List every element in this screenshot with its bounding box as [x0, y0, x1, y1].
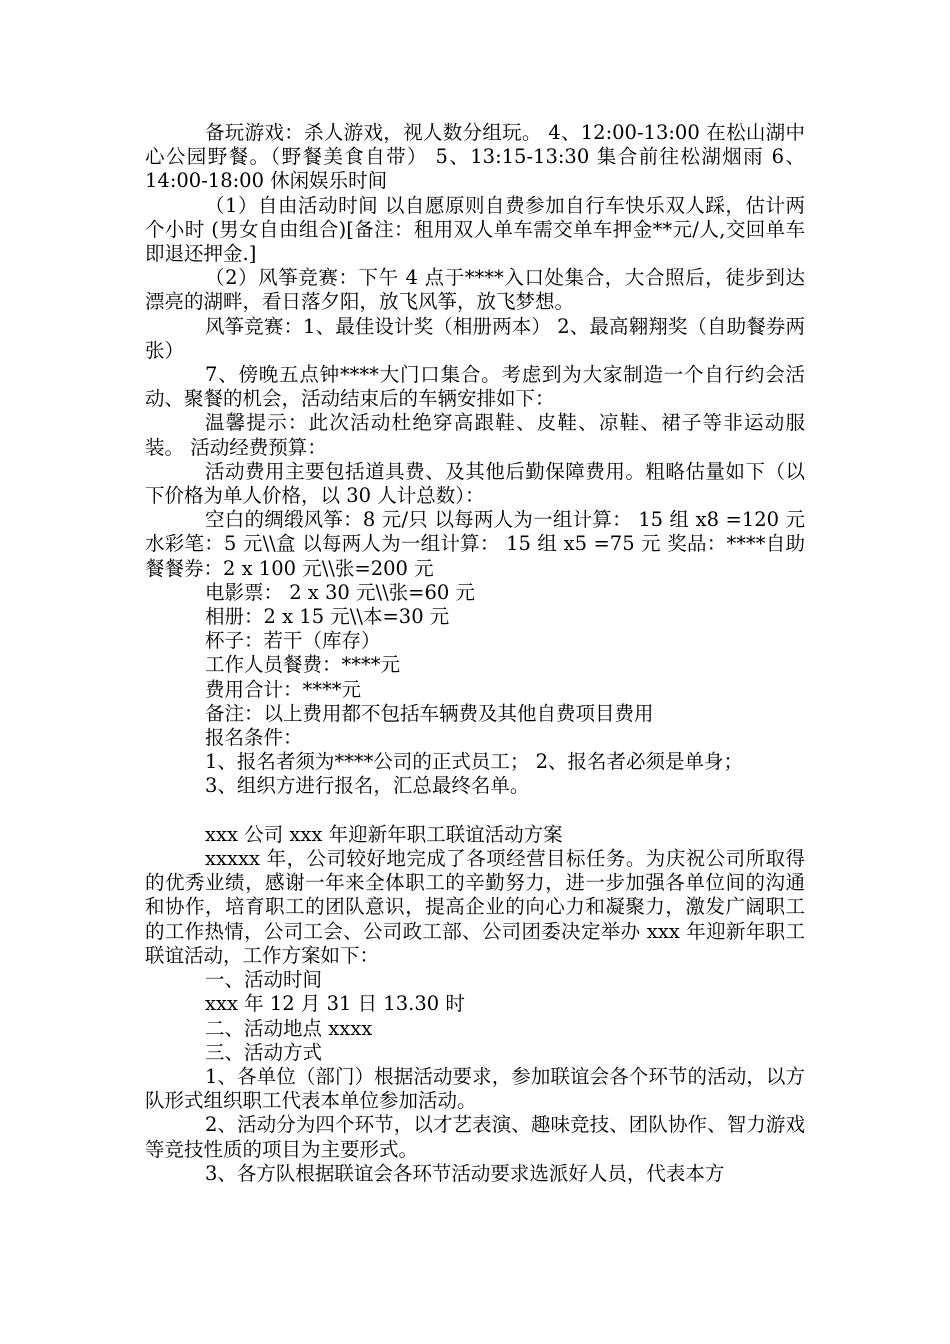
paragraph-cost-note: 备注：以上费用都不包括车辆费及其他自费项目费用: [205, 701, 654, 725]
section-heading-time: 一、活动时间: [205, 968, 323, 992]
paragraph-intro: xxxxx 年，公司较好地完成了各项经营目标任务。为庆祝公司所取得的优秀业绩，感谢一年来全体职工的辛勤努力，进一步加强各单位间的沟通和协作，培育职工的团队意识，提高企业的向心力和凝聚力，激发广阔职工的工作热情，公司工会、公司政工部、公司团委决定举办 xxx 年迎新年职工联谊活动，工作方案如下：: [145, 847, 805, 967]
paragraph-budget-intro: 活动费用主要包括道具费、及其他后勤保障费用。粗略估量如下（以下价格为单人价格，以 30 人计总数）：: [145, 459, 805, 508]
section-heading-location: 二、活动地点 xxxx: [205, 1016, 373, 1040]
paragraph-albums: 相册：2 x 15 元\\本=30 元: [205, 605, 450, 629]
paragraph-format-1: 1、各单位（部门）根据活动要求，参加联谊会各个环节的活动，以方队形式组织职工代表本单位参加活动。: [145, 1064, 805, 1113]
document-title: xxx 公司 xxx 年迎新年职工联谊活动方案: [205, 822, 563, 846]
paragraph-format-3: 3、各方队根据联谊会各环节活动要求选派好人员，代表本方: [205, 1161, 725, 1185]
paragraph-activity-time: xxx 年 12 月 31 日 13.30 时: [205, 992, 465, 1016]
paragraph-format-2: 2、活动分为四个环节，以才艺表演、趣味竞技、团队协作、智力游戏等竞技性质的项目为主要形式。: [145, 1113, 805, 1161]
blank-line: [145, 799, 805, 823]
document-body: [145, 121, 805, 1186]
paragraph-kite-contest: （2）风筝竞赛：下午 4 点于****入口处集合，大合照后，徒步到达漂亮的湖畔，看日落夕阳，放飞风筝，放飞梦想。: [145, 266, 805, 314]
paragraph-evening-gathering: 7、傍晚五点钟****大门口集合。考虑到为大家制造一个自行约会活动、聚餐的机会，活动结束后的车辆安排如下：: [145, 363, 805, 411]
paragraph-games: 备玩游戏：杀人游戏，视人数分组玩。 4、12:00-13:00 在松山湖中心公园野餐。（野餐美食自带） 5、13:15-13:30 集合前往松湖烟雨 6、14:00-18:00 休闲娱乐时间: [145, 121, 805, 193]
paragraph-cups: 杯子：若干（库存）: [205, 629, 381, 653]
paragraph-reminder: 温馨提示：此次活动杜绝穿高跟鞋、皮鞋、凉鞋、裙子等非运动服装。 活动经费预算：: [145, 411, 805, 459]
paragraph-staff-meals: 工作人员餐费：****元: [205, 653, 401, 677]
paragraph-kite-awards: 风筝竞赛：1、最佳设计奖（相册两本） 2、最高翱翔奖（自助餐券两张）: [145, 314, 805, 362]
paragraph-condition-3: 3、组织方进行报名，汇总最终名单。: [205, 774, 530, 798]
section-heading-format: 三、活动方式: [205, 1040, 323, 1064]
paragraph-free-activity: （1）自由活动时间 以自愿原则自费参加自行车快乐双人踩，估计两个小时 (男女自由组合)[备注：租用双人单车需交单车押金**元/人,交回单车即退还押金.]: [145, 193, 805, 266]
paragraph-total-cost: 费用合计：****元: [205, 677, 362, 701]
paragraph-condition-1-2: 1、报名者须为****公司的正式员工； 2、报名者必须是单身；: [205, 750, 744, 774]
paragraph-movie-tickets: 电影票： 2 x 30 元\\张=60 元: [205, 580, 476, 604]
paragraph-signup-conditions: 报名条件：: [205, 726, 303, 750]
paragraph-budget-items: 空白的绸缎风筝：8 元/只 以每两人为一组计算： 15 组 x8 =120 元 水彩笔：5 元\\盒 以每两人为一组计算： 15 组 x5 =75 元 奖品：****自助餐餐券：2 x 100 元\\张=200 元: [145, 508, 805, 580]
